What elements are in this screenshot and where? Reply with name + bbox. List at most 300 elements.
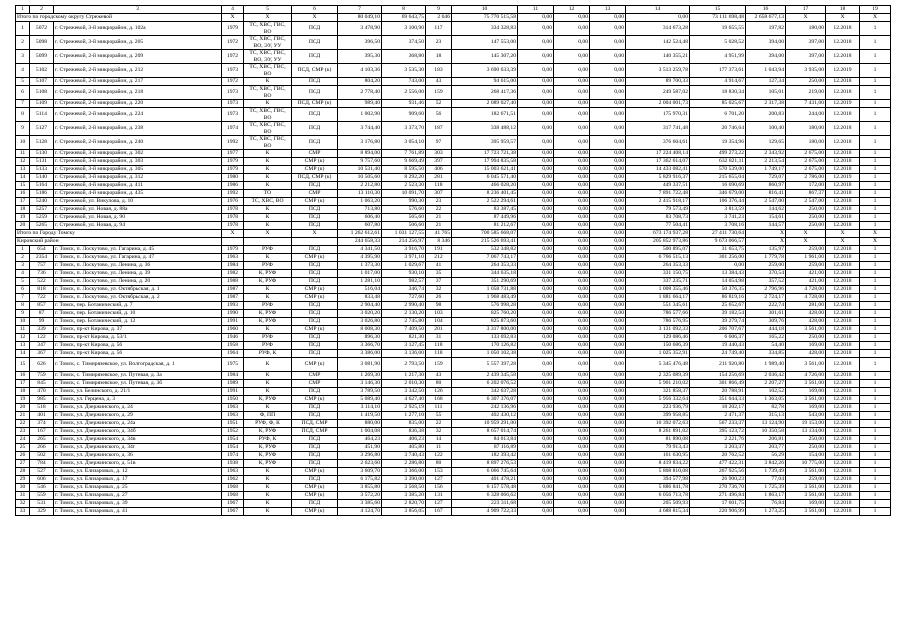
table-cell: 909,60 [382, 108, 426, 122]
table-cell: 21 [16, 412, 30, 420]
table-cell: 0,00 [590, 270, 626, 278]
table-cell: СМР [292, 150, 338, 158]
table-cell: РУФ [244, 334, 292, 342]
table-cell: 12.2018 [826, 334, 860, 342]
table-cell: 2 325 089,39 [626, 372, 690, 380]
table-cell: 1968 [222, 484, 244, 492]
column-number: 19 [860, 6, 891, 14]
table-row [16, 214, 891, 222]
table-cell: 84 013,84 [452, 436, 518, 444]
table-cell: 1 [860, 294, 891, 302]
table-cell: 156 [426, 484, 452, 492]
table-cell: 5130 [30, 150, 54, 158]
table-cell: 268 417,36 [452, 86, 518, 100]
table-cell: 14 [16, 350, 30, 358]
table-row [16, 412, 891, 420]
table-cell: 1987 [222, 294, 244, 302]
table-cell: 223 311,68 [452, 500, 518, 508]
table-cell: 1 [860, 246, 891, 254]
table-cell: 1979 [222, 158, 244, 166]
table-cell: 1 [860, 222, 891, 230]
table-cell: 0,00 [518, 310, 554, 318]
table-cell: 8 292,20 [382, 174, 426, 182]
table-cell: К [244, 508, 292, 516]
table-cell: 0,00 [554, 404, 590, 412]
table-cell: 10 [16, 318, 30, 326]
table-cell: г. Стрежевой, 2-й микрорайон, д. 238 [54, 122, 222, 136]
table-cell: 3 856,05 [382, 508, 426, 516]
table-cell: 0,00 [590, 286, 626, 294]
table-cell: 0,00 [590, 206, 626, 214]
table-cell: 0,00 [554, 174, 590, 182]
table-cell: 786 577,66 [626, 310, 690, 318]
table-cell: К [244, 492, 292, 500]
table-cell: 25 652,67 [690, 302, 746, 310]
table-cell: 1 [860, 468, 891, 476]
table-cell: г. Томск, с. Тимирязевское, ул. Путевая, д. 3а [54, 372, 222, 380]
table-cell: 0,00 [590, 14, 626, 22]
table-cell: 23 [426, 198, 452, 206]
table-cell: г. Стрежевой, 2-й микрорайон, д. 224 [54, 108, 222, 122]
table-cell: 1 779,78 [746, 254, 786, 262]
table-cell: 18 830,34 [690, 86, 746, 100]
table-cell: 10 505,60 [338, 174, 382, 182]
table-cell: СМР [292, 372, 338, 380]
table-cell: г. Стрежевой, 3-й микрорайон, д. 205 [54, 36, 222, 50]
table-cell: 80 [426, 460, 452, 468]
table-cell: 144,57 [746, 222, 786, 230]
table-cell: 394,00 [746, 50, 786, 64]
table-cell: 1 050 102,38 [452, 350, 518, 358]
table-cell: 0,00 [518, 108, 554, 122]
table-cell: 0,00 [518, 238, 554, 246]
table-cell: 0,00 [554, 190, 590, 198]
table-row [16, 380, 891, 388]
table-cell: 0,00 [518, 388, 554, 396]
table-row [16, 286, 891, 294]
table-cell: 0,00 [554, 476, 590, 484]
table-cell: 159 [426, 358, 452, 372]
table-cell: 1990 [222, 310, 244, 318]
table-cell: 27 411 730,64 [690, 230, 746, 238]
table-row [16, 190, 891, 198]
table-cell: 3 572,20 [338, 492, 382, 500]
table-cell: X [292, 230, 338, 238]
table-cell: 122 [30, 334, 54, 342]
table-row [16, 166, 891, 174]
table-cell: 0,00 [518, 318, 554, 326]
table-cell: 3 081,90 [338, 358, 382, 372]
table-cell: ПСД [292, 460, 338, 468]
table-cell: 7 761,89 [382, 150, 426, 158]
table-cell: 3 561,00 [786, 468, 826, 476]
table-cell: 205 852 973,86 [626, 238, 690, 246]
column-number: 14 [626, 6, 690, 14]
table-cell: 3 026,80 [338, 318, 382, 326]
table-cell: 896,30 [338, 334, 382, 342]
table-cell: 2 796,96 [746, 286, 786, 294]
column-number: 7 [338, 6, 382, 14]
table-cell: 0,00 [554, 262, 590, 270]
column-number: 9 [426, 6, 452, 14]
table-cell: 6 045 571,40 [452, 174, 518, 182]
district-row [16, 238, 891, 246]
table-cell: 175 970,31 [626, 108, 690, 122]
table-cell: 259,00 [786, 262, 826, 270]
table-cell: 0,00 [518, 174, 554, 182]
table-cell: X [826, 230, 860, 238]
table-cell: 516,04 [338, 286, 382, 294]
table-cell: 73 111 698,48 [690, 14, 746, 22]
table-cell: 1 273,25 [746, 508, 786, 516]
table-cell: РУФ, К [244, 436, 292, 444]
column-number: 11 [518, 6, 554, 14]
table-cell: 12.2018 [826, 404, 860, 412]
table-cell: 3 054,10 [382, 136, 426, 150]
table-cell: ПСД [292, 388, 338, 396]
table-cell: ПСД, СМР (к) [292, 100, 338, 108]
table-cell: 98 [426, 302, 452, 310]
table-cell: 0,00 [518, 396, 554, 404]
column-number: 6 [292, 6, 338, 14]
table-cell: 0,00 [554, 396, 590, 404]
table-cell: 1 363,05 [746, 396, 786, 404]
table-cell: 9 [16, 122, 30, 136]
table-cell: 0,00 [554, 166, 590, 174]
table-cell: Ф, ПП [244, 412, 292, 420]
table-cell: 499 273,22 [690, 150, 746, 158]
table-cell: 187 [426, 122, 452, 136]
table-cell: 821,30 [382, 334, 426, 342]
table-cell: 1963 [222, 254, 244, 262]
table-cell: 12.2019 [826, 174, 860, 182]
table-cell: 154 256,69 [690, 372, 746, 380]
table-row [16, 36, 891, 50]
table-cell: 259,00 [786, 476, 826, 484]
table-cell: 2 439 345,58 [452, 372, 518, 380]
table-cell: 30 [16, 484, 30, 492]
table-cell: ТС, ХВС, ГВС, ВО [244, 22, 292, 36]
table-cell: 0,00 [518, 420, 554, 428]
table-cell: 654 [30, 246, 54, 254]
table-cell: 1 [860, 174, 891, 182]
table-cell: К [244, 484, 292, 492]
table-cell: ПСД [292, 50, 338, 64]
table-cell: 2 286,80 [382, 460, 426, 468]
table-cell: СМР [292, 190, 338, 198]
table-row [16, 468, 891, 476]
table-cell: 22 [426, 420, 452, 428]
table-cell: 0,00 [590, 388, 626, 396]
table-cell: г. Томск, п. Лоскутово, ул. Гагарина, д. 45 [54, 246, 222, 254]
table-cell: 86 819,16 [690, 294, 746, 302]
table-cell: 2 793,50 [382, 358, 426, 372]
table-cell: 87 116,89 [452, 444, 518, 452]
table-cell: 395 959,57 [452, 136, 518, 150]
table-cell: г. Томск, ул. Дзержинского, д. 24а [54, 420, 222, 428]
table-cell: 118 [426, 350, 452, 358]
table-cell: 19 [16, 214, 30, 222]
table-cell: 250,00 [786, 206, 826, 214]
table-cell: 2 010,30 [382, 380, 426, 388]
table-cell: 2 556,00 [382, 86, 426, 100]
table-cell: 11 [426, 444, 452, 452]
table-cell: 180,00 [786, 122, 826, 136]
table-cell: 8 595,50 [382, 166, 426, 174]
table-cell: 394,00 [746, 36, 786, 50]
table-cell: 397 [426, 158, 452, 166]
table-cell: 5098 [30, 36, 54, 50]
table-cell: 118 [426, 182, 452, 190]
table-cell: 3 740,43 [382, 452, 426, 460]
table-cell: 985 [30, 396, 54, 404]
table-cell: 12.2018 [826, 492, 860, 500]
table-cell: 0,00 [554, 22, 590, 36]
table-cell: 784 [30, 460, 54, 468]
table-cell: К [244, 500, 292, 508]
table-cell: 12.2018 [826, 468, 860, 476]
table-cell: г. Стрежевой, 3-й микрорайон, д. 303 [54, 158, 222, 166]
table-cell: 0,00 [518, 404, 554, 412]
table-cell: 56,29 [746, 452, 786, 460]
table-cell: 1 [860, 36, 891, 50]
table-cell: 0,00 [554, 484, 590, 492]
table-cell: 12.2018 [826, 342, 860, 350]
table-cell: 1 [860, 404, 891, 412]
table-cell: 0,00 [554, 500, 590, 508]
table-cell: 12.2018 [826, 22, 860, 36]
table-cell: 3 317 800,00 [452, 326, 518, 334]
table-cell: 1 [860, 318, 891, 326]
table-cell: СМР (к) [292, 158, 338, 166]
table-cell: 265 [30, 436, 54, 444]
table-cell: 351 044,33 [690, 396, 746, 404]
table-row [16, 206, 891, 214]
table-cell: 222,74 [746, 302, 786, 310]
table-cell: ПСД [292, 342, 338, 350]
table-cell: ПСД [292, 22, 338, 36]
table-cell: 14 433 082,41 [626, 166, 690, 174]
table-cell: 532 348,82 [452, 246, 518, 254]
table-cell: ПСД [292, 436, 338, 444]
table-cell: г. Стрежевой, ул. Новая, д. 90 [54, 214, 222, 222]
table-row [16, 158, 891, 166]
table-cell: 0,00 [590, 78, 626, 86]
table-cell: 12.2018 [826, 136, 860, 150]
table-row [16, 108, 891, 122]
table-row [16, 254, 891, 262]
table-cell: 1 [860, 190, 891, 198]
table-cell: 303 [426, 150, 452, 158]
table-cell: 0,00 [518, 342, 554, 350]
table-cell: 406 [426, 166, 452, 174]
table-cell: 1 [860, 270, 891, 278]
table-cell: 1973 [222, 86, 244, 100]
table-cell: 41 765 [426, 230, 452, 238]
table-cell: 301,61 [746, 310, 786, 318]
table-cell: 127,34 [746, 78, 786, 86]
table-cell: 3 146,30 [338, 380, 382, 388]
table-cell: 1984 [222, 372, 244, 380]
table-cell: К [244, 358, 292, 372]
table-cell: 1 [860, 350, 891, 358]
table-cell: 1974 [222, 122, 244, 136]
table-cell: 32 [16, 500, 30, 508]
table-cell: 22 [16, 420, 30, 428]
table-cell: 1 [860, 22, 891, 36]
table-cell: 10 775,00 [786, 460, 826, 468]
table-cell: 12.2018 [826, 372, 860, 380]
table-cell: 1992 [222, 190, 244, 198]
table-cell: 3 373,70 [382, 122, 426, 136]
table-cell: 1 [860, 286, 891, 294]
table-cell: 4 728,00 [786, 286, 826, 294]
table-cell [244, 238, 292, 246]
table-cell: г. Томск, п. Лоскутово, ул. Октябрьская, д. 2 [54, 294, 222, 302]
table-cell: 5 829 916,37 [626, 174, 690, 182]
table-cell: К [244, 404, 292, 412]
table-cell: 172,00 [786, 182, 826, 190]
table-cell: 1988 [222, 278, 244, 286]
table-cell: 3 203,37 [690, 444, 746, 452]
table-cell: 142 524,48 [626, 36, 690, 50]
table-cell: 1938 [222, 460, 244, 468]
table-cell: 736 [30, 270, 54, 278]
table-cell: 0,00 [554, 278, 590, 286]
table-cell: 250,00 [786, 444, 826, 452]
table-cell: ПСД [292, 214, 338, 222]
table-cell: 0,00 [590, 262, 626, 270]
table-cell: 0,00 [554, 452, 590, 460]
table-cell: 346 679,00 [690, 190, 746, 198]
table-cell: 0,00 [590, 214, 626, 222]
table-cell: 0,00 [518, 158, 554, 166]
table-cell: 3 561,00 [786, 484, 826, 492]
table-cell: 180,00 [786, 136, 826, 150]
table-cell: ПСД [292, 350, 338, 358]
table-cell: 79 573,49 [626, 206, 690, 214]
table-cell: 0,00 [554, 412, 590, 420]
table-cell: 12.2018 [826, 444, 860, 452]
table-cell: 1962 [222, 476, 244, 484]
table-cell: 43 [426, 78, 452, 86]
table-cell: 0,00 [554, 238, 590, 246]
table-cell: г. Стрежевой, 2-й микрорайон, д. 217 [54, 78, 222, 86]
table-cell: К, РУФ [244, 452, 292, 460]
table-cell: 347 [30, 342, 54, 350]
table-cell: 31 [16, 492, 30, 500]
table-cell: 105,01 [746, 86, 786, 100]
table-cell: 12.2018 [826, 86, 860, 100]
table-cell: 3 366,70 [338, 342, 382, 350]
table-cell: К [244, 214, 292, 222]
table-cell: 14 054,98 [690, 278, 746, 286]
column-number: 5 [244, 6, 292, 14]
table-cell: 6 [16, 86, 30, 100]
table-cell: К, РУФ [244, 428, 292, 436]
table-cell: ПСД [292, 310, 338, 318]
table-cell: 3 971,10 [382, 254, 426, 262]
table-cell: 1974 [222, 452, 244, 460]
table-cell: 0,00 [554, 198, 590, 206]
column-number: 1 [16, 6, 30, 14]
table-cell: 0,00 [518, 476, 554, 484]
table-row [16, 492, 891, 500]
table-cell: 0,00 [590, 100, 626, 108]
table-cell: 12.2018 [826, 396, 860, 404]
table-row [16, 420, 891, 428]
table-cell: 29 [16, 476, 30, 484]
table-cell: 1 989,40 [746, 358, 786, 372]
table-cell: 2 547,00 [746, 198, 786, 206]
table-cell: 129,65 [746, 136, 786, 150]
table-cell: 12.2018 [826, 198, 860, 206]
table-cell: г. Стрежевой, 4-й микрорайон, д. 411 [54, 182, 222, 190]
table-cell: 551 345,61 [626, 302, 690, 310]
table-cell: 8 261 891,02 [626, 428, 690, 436]
table-cell: 3 855,80 [338, 484, 382, 492]
table-cell: 0,00 [590, 230, 626, 238]
table-cell: 259,00 [786, 246, 826, 254]
table-cell: 0,00 [518, 484, 554, 492]
table-row [16, 174, 891, 182]
table-cell: К [244, 182, 292, 190]
table-cell: ПСД [292, 318, 338, 326]
table-cell: 0,00 [590, 182, 626, 190]
table-cell: 147 553,00 [452, 36, 518, 50]
table-cell: 129 086,46 [626, 334, 690, 342]
table-cell: 0,00 [518, 436, 554, 444]
table-cell: 17 224 408,14 [626, 150, 690, 158]
table-cell: 0,00 [554, 122, 590, 136]
table-cell: 470 [30, 388, 54, 396]
table-cell: 0,00 [590, 350, 626, 358]
table-cell: 5109 [30, 100, 54, 108]
table-cell: 0,00 [554, 36, 590, 50]
table-cell: 3 935,00 [786, 64, 826, 78]
table-cell: 0,00 [554, 380, 590, 388]
table-cell: 0,00 [518, 294, 554, 302]
table-cell: 4 103,36 [338, 64, 382, 78]
table-cell: 1963 [222, 412, 244, 420]
table-cell: 0,00 [518, 190, 554, 198]
table-cell: г. Томск, пр-кт Кирова, д. 56 [54, 342, 222, 350]
table-cell: 267 925,56 [690, 468, 746, 476]
table-cell: 0,00 [590, 64, 626, 78]
table-cell: 0,00 [518, 254, 554, 262]
table-cell: 0,00 [554, 302, 590, 310]
table-cell: 1 [860, 500, 891, 508]
table-cell: 397,00 [786, 50, 826, 64]
table-cell: 99 [30, 318, 54, 326]
table-cell: 5 028,52 [690, 36, 746, 50]
table-cell: 0,00 [518, 198, 554, 206]
table-cell: 1993 [222, 302, 244, 310]
table-cell: ТС, ХВС, ГВС, ВО [244, 108, 292, 122]
table-cell: ПСД, СМР (к) [292, 64, 338, 78]
table-cell: X [746, 238, 786, 246]
table-cell: 0,00 [590, 198, 626, 206]
table-cell: 264 353,33 [626, 262, 690, 270]
table-cell: 930,10 [382, 270, 426, 278]
table-cell: 12.2018 [826, 460, 860, 468]
table-cell: 12.2018 [826, 246, 860, 254]
table-cell: 5131 [30, 158, 54, 166]
table-cell: 281,00 [786, 302, 826, 310]
table-cell: 1968 [222, 492, 244, 500]
table-cell: 466 028,20 [452, 182, 518, 190]
table-cell: X [222, 230, 244, 238]
